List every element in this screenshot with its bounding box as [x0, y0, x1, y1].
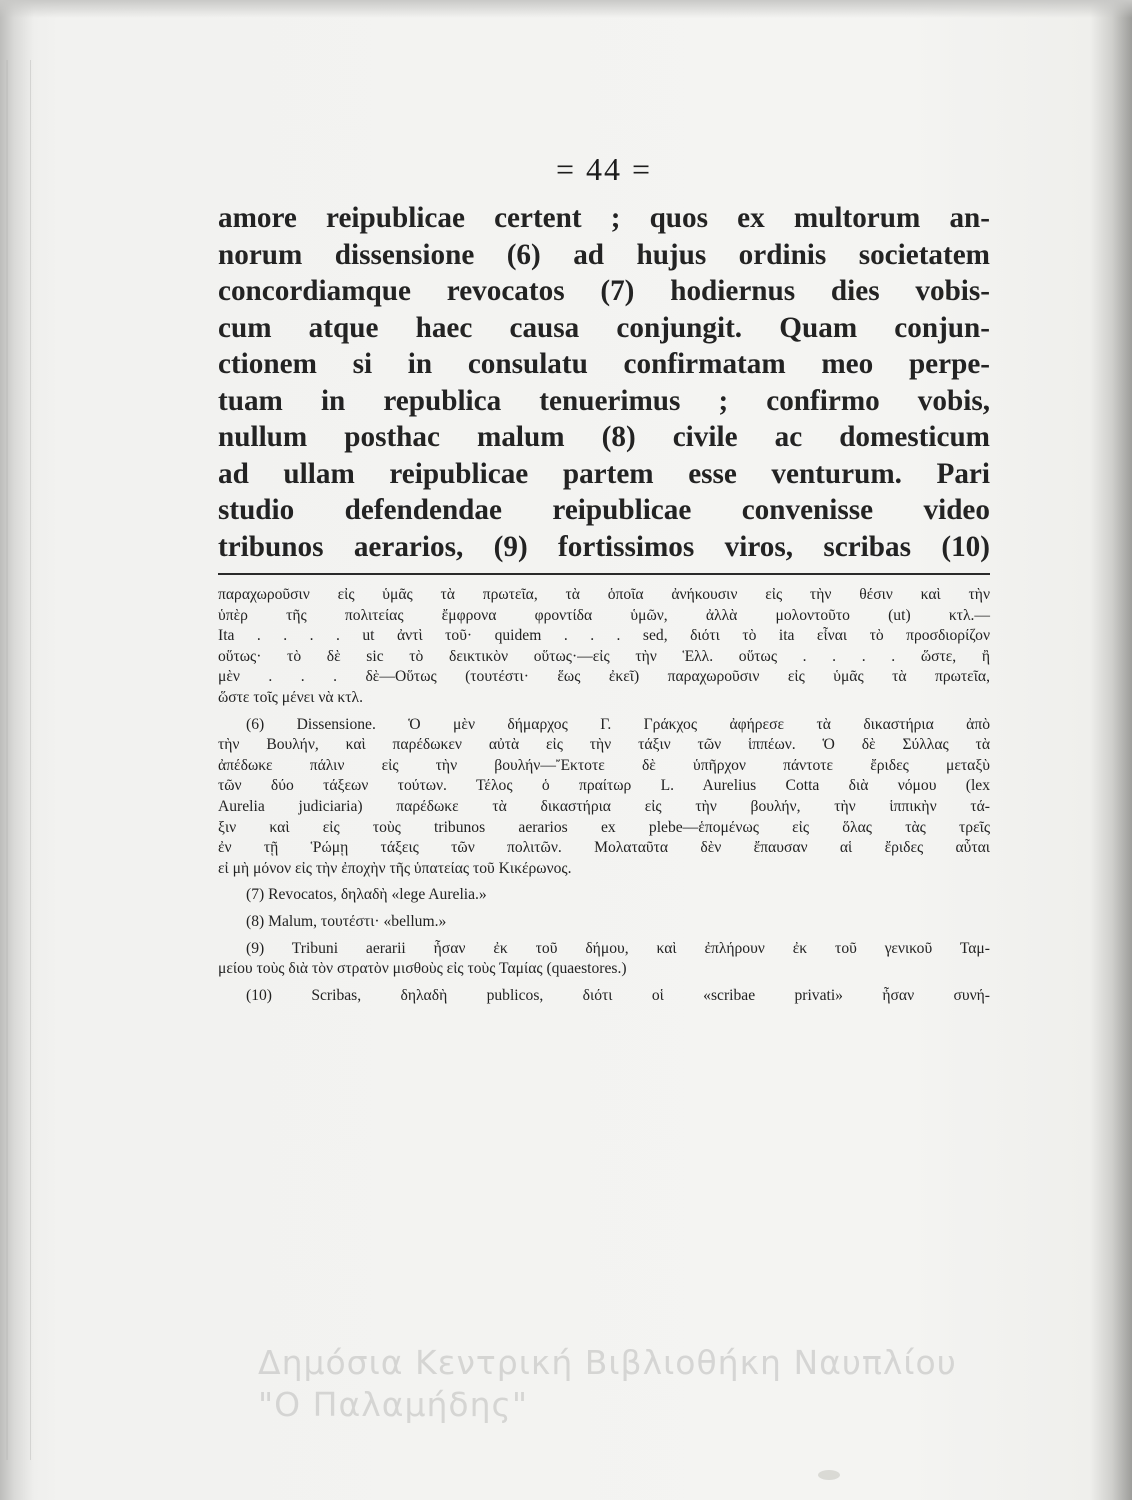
footnote-line: Aurelia judiciaria) παρέδωκε τὰ δικαστήρια εἰς τὴν βουλήν, τὴν ἱππικὴν τά- [218, 797, 990, 815]
book-binding-edge [6, 60, 31, 1460]
footnote-line: τὴν Βουλήν, καὶ παρέδωκεν αὐτὰ εἰς τὴν τάξιν τῶν ἱππέων. Ὁ δὲ Σύλλας τὰ [218, 736, 990, 754]
main-text-line: tribunos aerarios, (9) fortissimos viros, scribas (10) [218, 530, 990, 563]
main-text-line: studio defendendae reipublicae convenisse video [218, 494, 990, 526]
main-text-line: nullum posthac malum (8) civile ac domesticum [218, 421, 990, 453]
library-watermark [258, 1342, 1098, 1426]
main-text-line: tuam in republica tenuerimus ; confirmo vobis, [218, 384, 990, 417]
footnote-line: οὕτως· τὸ δὲ sic τὸ δεικτικὸν οὕτως·—εἰς τὴν Ἑλλ. οὕτως . . . . ὥστε, ἢ [218, 647, 990, 665]
footnote-line: Ita . . . . ut ἀντὶ τοῦ· quidem . . . sed, διότι τὸ ita εἶναι τὸ προσδιορίζον [218, 627, 990, 645]
main-text-line: ctionem si in consulatu confirmatam meo perpe- [218, 348, 990, 380]
page-top-edge [0, 0, 1132, 18]
footnote-line: μὲν . . . δὲ—Οὕτως (τουτέστι· ἕως ἐκεῖ) παραχωροῦσιν εἰς ὑμᾶς τὰ πρωτεῖα, [218, 668, 990, 686]
footnote-8: (8) Malum, τουτέστι· «bellum.» [246, 912, 447, 930]
footnote-line: ξιν καὶ εἰς τοὺς tribunos aerarios ex plebe—ἑπομένως εἰς ὅλας τὰς τρεῖς [218, 818, 990, 836]
main-text-line: norum dissensione (6) ad hujus ordinis societatem [218, 238, 990, 271]
footnote-continuation [218, 585, 990, 709]
watermark-line: Δημόσια Κεντρική Βιβλιοθήκη Ναυπλίου [258, 1343, 957, 1382]
footnote-line: παραχωροῦσιν εἰς ὑμᾶς τὰ πρωτεῖα, τὰ ὁποῖα ἀνήκουσιν εἰς τὴν θέσιν καὶ τὴν [218, 586, 990, 603]
footnote-line: (9) Tribuni aerarii ἦσαν ἐκ τοῦ δήμου, καὶ ἐπλήρουν ἐκ τοῦ γενικοῦ Ταμ- [246, 939, 990, 957]
main-text-line: ad ullam reipublicae partem esse venturum. Pari [218, 457, 990, 490]
watermark-line: "Ο Παλαμήδης" [258, 1385, 529, 1424]
footnote-line: μείου τοὺς διὰ τὸν στρατὸν μισθοὺς εἰς τοὺς Ταμίας (quaestores.) [218, 960, 627, 978]
page-number: = 44 = [555, 151, 653, 187]
footnote-6 [218, 715, 990, 880]
ink-smudge [818, 1470, 840, 1480]
footnote-line: (6) Dissensione. Ὁ μὲν δήμαρχος Γ. Γράκχος ἀφήρεσε τὰ δικαστήρια ἀπὸ [246, 715, 990, 733]
footnote-line: εἰ μὴ μόνον εἰς τὴν ἐποχὴν τῆς ὑπατείας τοῦ Κικέρωνος. [218, 859, 572, 877]
footnote-7: (7) Revocatos, δηλαδὴ «lege Aurelia.» [246, 886, 487, 904]
footnote-line: ὥστε τοῖς μένει νὰ κτλ. [218, 688, 364, 706]
footnote-line: ἐν τῇ Ῥώμῃ τάξεις τῶν πολιτῶν. Μολαταῦτα δὲν ἔπαυσαν αἱ ἔριδες αὗται [218, 839, 990, 857]
footnotes [218, 585, 990, 1006]
main-text [218, 200, 990, 565]
main-text-line: concordiamque revocatos (7) hodiernus dies vobis- [218, 275, 990, 307]
main-text-line: cum atque haec causa conjungit. Quam conjun- [218, 311, 990, 344]
main-text-line: amore reipublicae certent ; quos ex multorum an- [218, 202, 990, 234]
footnote-line: ἀπέδωκε πάλιν εἰς τὴν βουλήν—Ἔκτοτε δὲ ὑπῆρχον πάντοτε ἔριδες μεταξὺ [218, 756, 990, 774]
book-page [218, 148, 990, 1006]
footnote-line: ὑπὲρ τῆς πολιτείας ἔμφρονα φροντίδα ὑμῶν, ἀλλὰ μολοντοῦτο (ut) κτλ.— [218, 606, 990, 624]
footnote-9 [218, 939, 990, 980]
footnote-10: (10) Scribas, δηλαδὴ publicos, διότι οἱ «scribae privati» ἦσαν συνή- [246, 986, 990, 1004]
footnote-divider [218, 573, 990, 575]
footnote-line: τῶν δύο τάξεων τούτων. Τέλος ὁ πραίτωρ L. Aurelius Cotta διὰ νόμου (lex [218, 777, 990, 795]
